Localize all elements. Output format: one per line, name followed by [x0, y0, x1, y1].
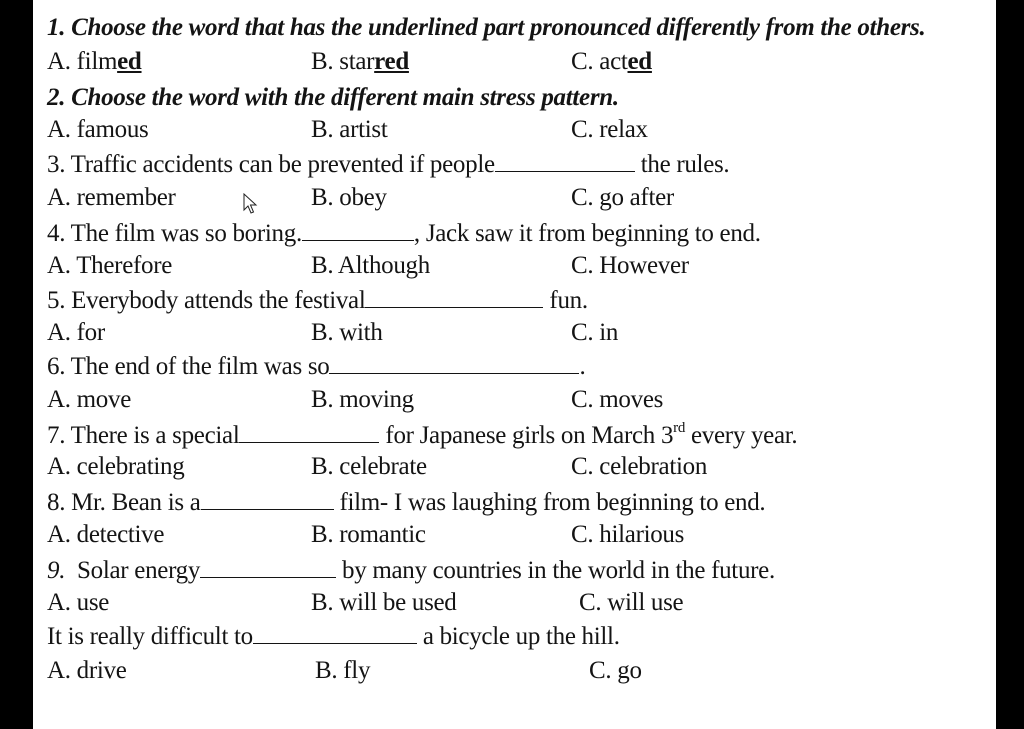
question-3-prompt: 3. Traffic accidents can be prevented if people the rules. — [47, 151, 730, 178]
q5-option-b[interactable]: B. with — [311, 319, 383, 346]
q2-option-b[interactable]: B. artist — [311, 116, 388, 143]
q7-option-a[interactable]: A. celebrating — [47, 453, 185, 480]
q7-option-c[interactable]: C. celebration — [571, 453, 708, 480]
q9-option-a[interactable]: A. use — [47, 589, 110, 616]
q10-option-a[interactable]: A. drive — [47, 657, 127, 684]
q9-option-c[interactable]: C. will use — [579, 589, 684, 616]
q4-option-a[interactable]: A. Therefore — [47, 252, 173, 279]
answer-blank — [329, 353, 579, 374]
q10-option-b[interactable]: B. fly — [315, 657, 371, 684]
question-4-prompt: 4. The film was so boring. , Jack saw it from beginning to end. — [47, 220, 761, 247]
q8-option-a[interactable]: A. detective — [47, 521, 165, 548]
q3-option-a[interactable]: A. remember — [47, 184, 176, 211]
question-5-prompt: 5. Everybody attends the festival fun. — [47, 287, 588, 314]
answer-blank — [253, 623, 417, 644]
q8-option-b[interactable]: B. romantic — [311, 521, 426, 548]
q10-option-c[interactable]: C. go — [589, 657, 642, 684]
answer-blank — [302, 220, 414, 241]
q5-option-a[interactable]: A. for — [47, 319, 105, 346]
q1-option-c[interactable]: C. acted — [571, 48, 652, 75]
question-2-prompt: 2. Choose the word with the different main stress pattern. — [47, 84, 619, 111]
worksheet-page — [33, 0, 996, 729]
question-10-prompt: It is really difficult to a bicycle up the hill. — [47, 623, 620, 650]
q2-option-a[interactable]: A. famous — [47, 116, 149, 143]
answer-blank — [201, 489, 334, 510]
q8-option-c[interactable]: C. hilarious — [571, 521, 685, 548]
q1-option-a[interactable]: A. filmed — [47, 48, 142, 75]
mouse-cursor-icon — [243, 193, 259, 215]
q4-option-b[interactable]: B. Although — [311, 252, 430, 279]
q4-option-c[interactable]: C. However — [571, 252, 689, 279]
q3-option-b[interactable]: B. obey — [311, 184, 387, 211]
q6-option-a[interactable]: A. move — [47, 386, 131, 413]
q6-option-c[interactable]: C. moves — [571, 386, 664, 413]
q5-option-c[interactable]: C. in — [571, 319, 619, 346]
q2-option-c[interactable]: C. relax — [571, 116, 648, 143]
q9-option-b[interactable]: B. will be used — [311, 589, 457, 616]
q1-option-b[interactable]: B. starred — [311, 48, 409, 75]
q7-option-b[interactable]: B. celebrate — [311, 453, 427, 480]
q6-option-b[interactable]: B. moving — [311, 386, 414, 413]
question-1-prompt: 1. Choose the word that has the underlined part pronounced differently from the others. — [47, 14, 926, 41]
answer-blank — [200, 557, 336, 578]
question-6-prompt: 6. The end of the film was so . — [47, 353, 586, 380]
question-8-prompt: 8. Mr. Bean is a film- I was laughing from beginning to end. — [47, 489, 766, 516]
answer-blank — [365, 287, 543, 308]
question-9-prompt: 9. Solar energy by many countries in the world in the future. — [47, 557, 775, 584]
q3-option-c[interactable]: C. go after — [571, 184, 674, 211]
answer-blank — [239, 422, 379, 443]
answer-blank — [495, 151, 635, 172]
question-7-prompt: 7. There is a special for Japanese girls on March 3rd every year. — [47, 419, 798, 449]
